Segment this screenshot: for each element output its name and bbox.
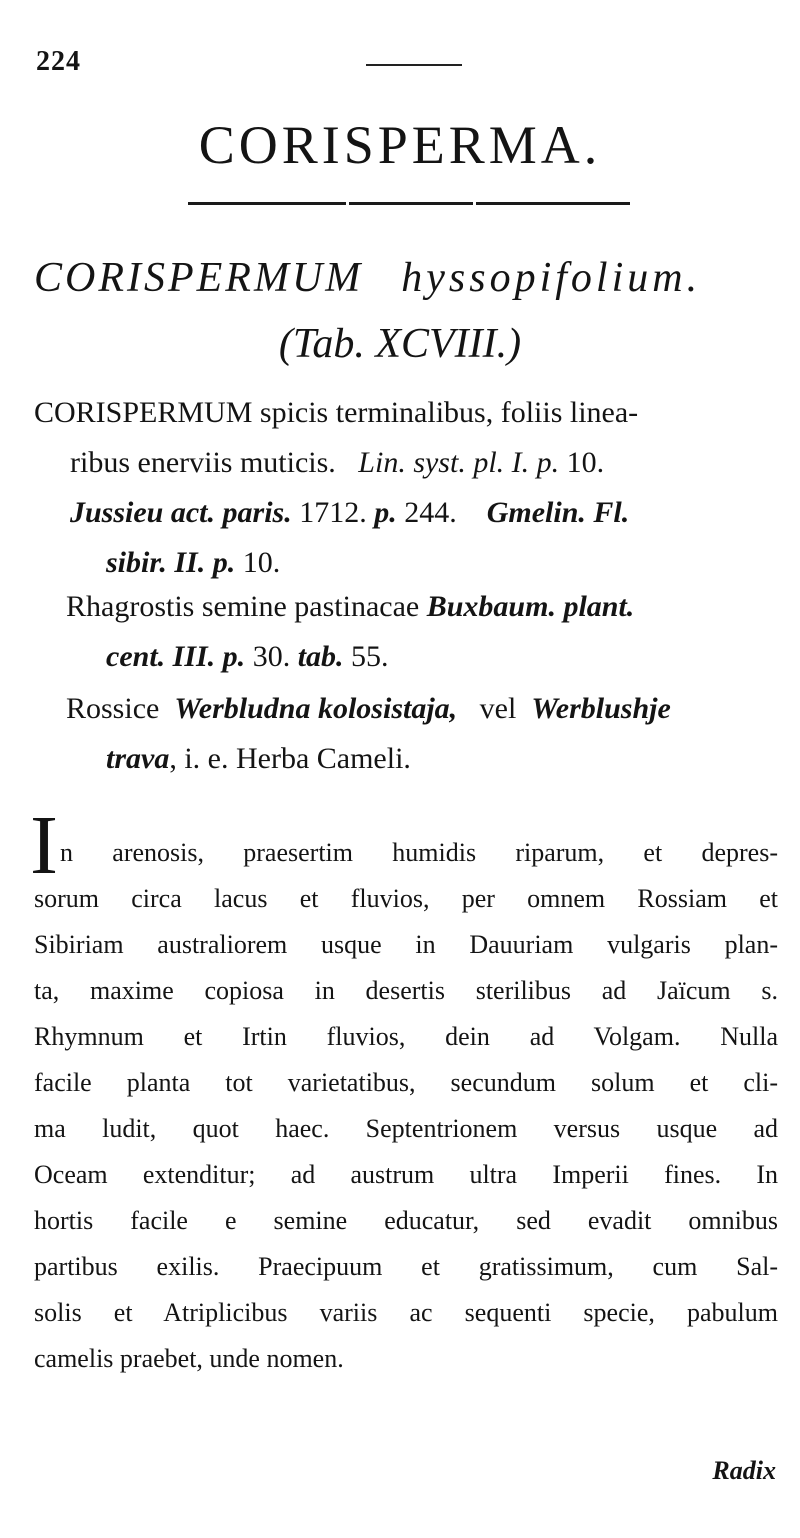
synonym-text: , i. e. Herba Cameli. bbox=[169, 742, 411, 775]
synonym-text: Rhagrostis semine pastinacae bbox=[66, 590, 420, 623]
citation-p: p. bbox=[374, 496, 397, 529]
citation: cent. III. p. bbox=[106, 640, 246, 673]
citation-page: 244. bbox=[404, 496, 457, 529]
vernacular-name: Werblushje bbox=[531, 692, 671, 725]
description-line: ta, maxime copiosa in desertis sterilibus ad Jaïcum s. bbox=[34, 976, 778, 1005]
citation: Lin. syst. pl. I. p. bbox=[358, 446, 560, 479]
title-rule-gap bbox=[346, 201, 349, 206]
description-line: solis et Atriplicibus variis ac sequenti specie, pabulum bbox=[34, 1298, 778, 1327]
description-line: facile planta tot varietatibus, secundum solum et cli- bbox=[34, 1068, 778, 1097]
citation: Jussieu act. paris. bbox=[70, 496, 292, 529]
vernacular-name: Werbludna kolosistaja, bbox=[174, 692, 458, 725]
title-rule-gap bbox=[473, 201, 476, 206]
synonym-line bbox=[66, 692, 671, 726]
genus-title: CORISPERMA. bbox=[198, 115, 602, 175]
synonym-line: CORISPERMUM spicis terminalibus, foliis linea- bbox=[34, 396, 639, 429]
species-name bbox=[34, 254, 701, 302]
description-line: camelis praebet, unde nomen. bbox=[34, 1344, 344, 1373]
description-line: hortis facile e semine educatur, sed evadit omnibus bbox=[34, 1206, 778, 1235]
citation-page: 30. bbox=[252, 640, 291, 673]
drop-cap: I bbox=[30, 799, 58, 892]
synonym-line bbox=[66, 590, 634, 624]
description-line: ma ludit, quot haec. Septentrionem versus usque ad bbox=[34, 1114, 778, 1143]
species-epithet: hyssopifolium. bbox=[401, 255, 702, 301]
vernacular-name: trava bbox=[106, 742, 170, 775]
description-line: Oceam extenditur; ad austrum ultra Imperii fines. In bbox=[34, 1160, 778, 1189]
citation: sibir. II. p. bbox=[106, 546, 236, 579]
citation-page: 10. bbox=[242, 546, 281, 579]
title-rule bbox=[188, 202, 630, 205]
header-rule bbox=[366, 64, 462, 66]
synonym-line bbox=[106, 742, 411, 776]
description-line: n arenosis, praesertim humidis riparum, et depres- bbox=[60, 838, 778, 867]
citation-page: 55. bbox=[351, 640, 389, 673]
species-genus: CORISPERMUM bbox=[34, 255, 364, 301]
synonym-line bbox=[70, 446, 604, 480]
plate-reference: (Tab. XCVIII.) bbox=[278, 321, 522, 367]
citation-tab: tab. bbox=[297, 640, 344, 673]
synonym-text: Rossice bbox=[66, 692, 160, 725]
synonym-line bbox=[106, 546, 280, 580]
citation: Gmelin. Fl. bbox=[486, 496, 630, 529]
description-line: Rhymnum et Irtin fluvios, dein ad Volgam. Nulla bbox=[34, 1022, 778, 1051]
page-number: 224 bbox=[36, 46, 81, 77]
description-line: sorum circa lacus et fluvios, per omnem Rossiam et bbox=[34, 884, 778, 913]
synonym-line bbox=[106, 640, 389, 674]
description-line: partibus exilis. Praecipuum et gratissimum, cum Sal- bbox=[34, 1252, 778, 1281]
citation-year: 1712. bbox=[299, 496, 367, 529]
catchword: Radix bbox=[712, 1456, 776, 1485]
synonym-text: vel bbox=[479, 692, 517, 725]
synonym-line bbox=[70, 496, 629, 530]
description-line: Sibiriam australiorem usque in Dauuriam vulgaris plan- bbox=[34, 930, 778, 959]
citation: Buxbaum. plant. bbox=[426, 590, 635, 623]
citation-page: 10. bbox=[566, 446, 605, 479]
synonym-text: ribus enerviis muticis. bbox=[70, 446, 336, 479]
